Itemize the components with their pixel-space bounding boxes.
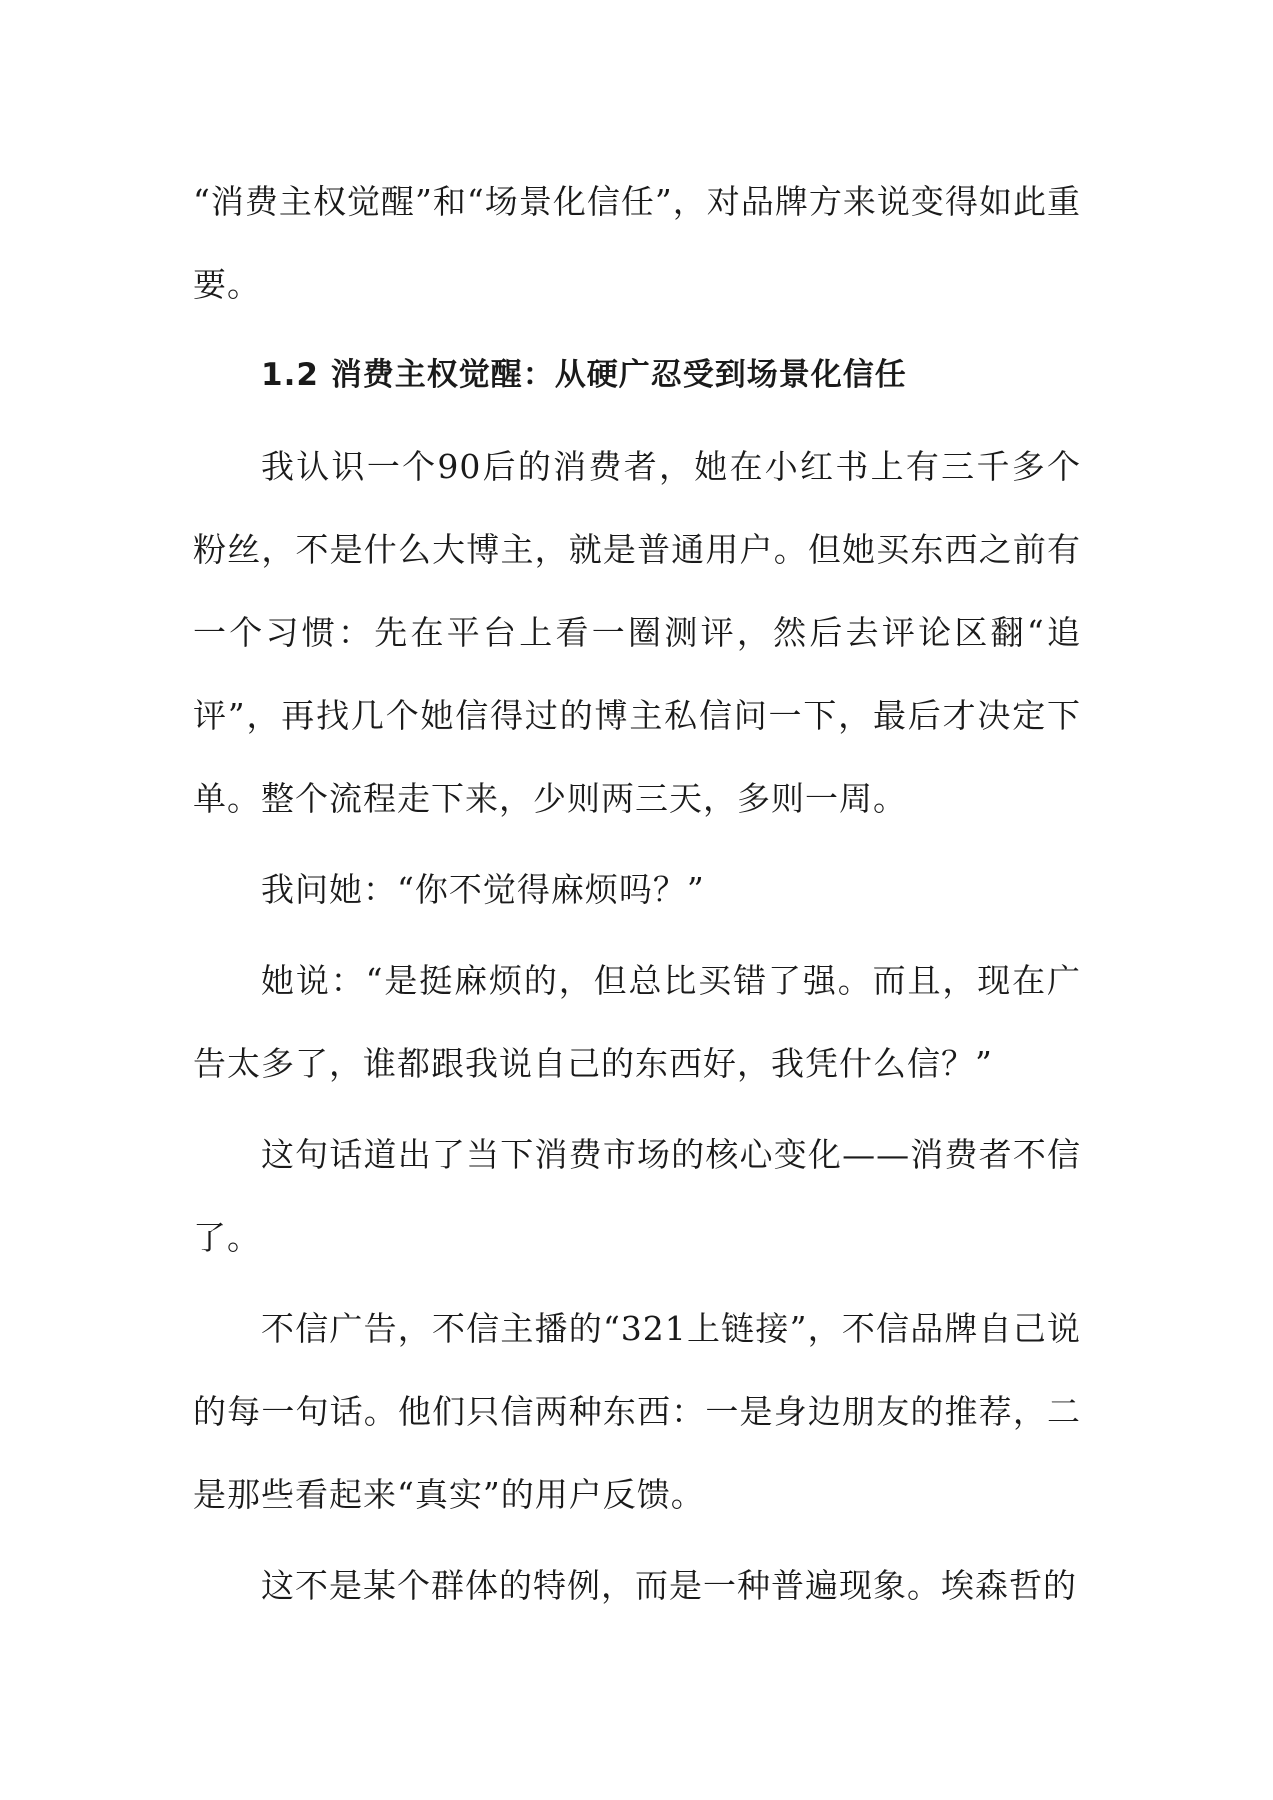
- document-page: [193, 160, 1081, 1627]
- body-paragraph: 这不是某个群体的特例，而是一种普遍现象。埃森哲的: [261, 1566, 1077, 1605]
- continued-paragraph: “消费主权觉醒”和“场景化信任”，对品牌方来说变得如此重要。: [193, 182, 1081, 304]
- body-paragraph: 她说：“是挺麻烦的，但总比买错了强。而且，现在广告太多了，谁都跟我说自己的东西好，我凭什么信？”: [193, 961, 1081, 1083]
- body-paragraph: 我问她：“你不觉得麻烦吗？”: [261, 870, 705, 909]
- body-paragraph: 不信广告，不信主播的“321上链接”，不信品牌自己说的每一句话。他们只信两种东西：一是身边朋友的推荐，二是那些看起来“真实”的用户反馈。: [193, 1309, 1081, 1514]
- body-paragraph: 我认识一个90后的消费者，她在小红书上有三千多个粉丝，不是什么大博主，就是普通用户。但她买东西之前有一个习惯：先在平台上看一圈测评，然后去评论区翻“追评”，再找几个她信得过的博主私信问一下，最后才决定下单。整个流程走下来，少则两三天，多则一周。: [193, 447, 1081, 818]
- section-heading: 1.2 消费主权觉醒：从硬广忍受到场景化信任: [261, 357, 907, 393]
- body-paragraph: 这句话道出了当下消费市场的核心变化——消费者不信了。: [193, 1135, 1081, 1257]
